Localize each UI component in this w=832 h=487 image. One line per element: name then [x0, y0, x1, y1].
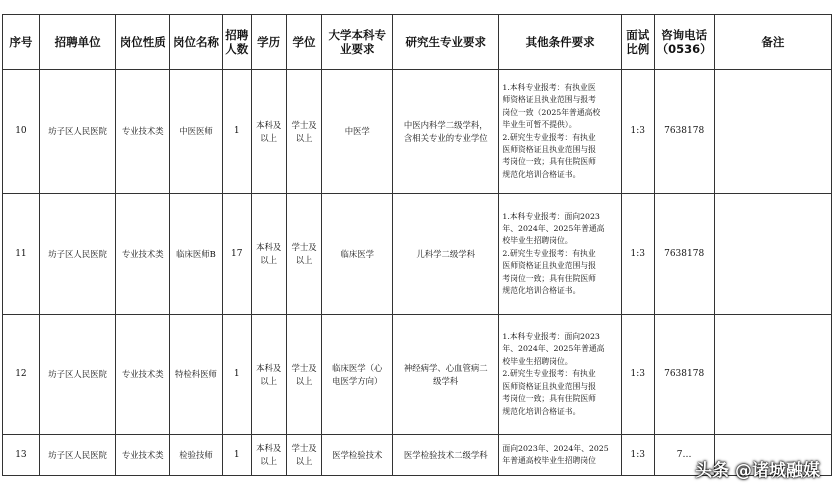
cell-ratio: 1:3 — [621, 70, 654, 194]
cell-line: 规范化培训合格证书。 — [502, 286, 581, 296]
cell-line: 1.本科专业报考：面向2023 — [502, 211, 600, 221]
cell-note — [714, 315, 831, 435]
cell-note — [714, 70, 831, 194]
cell-degree — [286, 435, 322, 476]
cell-undergrad — [322, 70, 393, 194]
cell-line: 考岗位一致；具有住院医师 — [502, 273, 596, 283]
watermark: 头条 @诸城融媒 — [695, 461, 820, 481]
cell-phone: 7… — [654, 435, 714, 476]
cell-count: 1 — [222, 315, 251, 435]
cell-post-type: 专业技术类 — [116, 70, 170, 194]
cell-line: 考岗位一致；具有住院医师 — [502, 157, 596, 167]
col-header-phone — [654, 15, 714, 70]
col-header-seq: 序号 — [3, 15, 40, 70]
cell-count: 17 — [222, 194, 251, 315]
cell-line: 以上 — [295, 456, 313, 466]
cell-line: 本科及 — [256, 242, 282, 252]
cell-line: 临床医学 — [340, 248, 374, 259]
cell-ratio: 1:3 — [621, 194, 654, 315]
cell-post-name: 中医医师 — [170, 70, 223, 194]
cell-phone: 7638178 — [654, 194, 714, 315]
header-line: 业要求 — [340, 42, 375, 56]
cell-line: 规范化培训合格证书。 — [502, 406, 581, 416]
table-row — [3, 194, 832, 315]
cell-post-name: 特检科医师 — [170, 315, 223, 435]
cell-line: 1.本科专业报考：有执业医 — [502, 82, 596, 92]
cell-education — [251, 70, 286, 194]
cell-undergrad — [322, 435, 393, 476]
cell-other — [499, 194, 621, 315]
col-header-other: 其他条件要求 — [499, 15, 621, 70]
cell-line: 岗位一致（2025年普通高校 — [502, 107, 601, 117]
cell-ratio: 1:3 — [621, 435, 654, 476]
top-margin — [0, 0, 832, 14]
cell-line: 本科及 — [256, 362, 282, 373]
cell-line: 以上 — [295, 132, 313, 143]
cell-line: 以上 — [260, 456, 278, 466]
header-line: （0536） — [656, 42, 712, 56]
header-line: 面试 — [626, 28, 650, 42]
cell-line: 考岗位一致；具有住院医师 — [502, 394, 596, 404]
cell-count: 1 — [222, 70, 251, 194]
cell-ratio: 1:3 — [621, 315, 654, 435]
cell-line: 面向2023年、2024年、2025 — [502, 443, 609, 453]
cell-grad — [393, 194, 499, 315]
cell-line: 本科及 — [256, 119, 282, 130]
header-line: 咨询电话 — [661, 28, 708, 42]
header-line: 人数 — [225, 42, 249, 56]
recruitment-table — [2, 14, 832, 476]
cell-line: 规范化培训合格证书。 — [502, 169, 581, 179]
cell-line: 学士及 — [291, 242, 317, 252]
header-line: 招聘 — [225, 28, 249, 42]
cell-line: 医学检验技术 — [332, 449, 383, 460]
cell-grad — [393, 70, 499, 194]
cell-degree — [286, 194, 322, 315]
table-row — [3, 70, 832, 194]
cell-line: 学士及 — [291, 119, 317, 130]
col-header-note: 备注 — [714, 15, 831, 70]
cell-post-type: 专业技术类 — [116, 435, 170, 476]
cell-line: 医师资格证且执业范围与报 — [502, 261, 596, 271]
cell-grad — [393, 315, 499, 435]
cell-education — [251, 194, 286, 315]
cell-undergrad — [322, 194, 393, 315]
cell-note — [714, 194, 831, 315]
cell-seq: 10 — [3, 70, 40, 194]
cell-line: 学士及 — [291, 362, 317, 373]
col-header-unit: 招聘单位 — [39, 15, 116, 70]
cell-degree — [286, 70, 322, 194]
cell-line: 师资格证且执业范围与报考 — [502, 95, 596, 105]
col-header-undergrad — [322, 15, 393, 70]
col-header-degree: 学位 — [286, 15, 322, 70]
cell-other — [499, 315, 621, 435]
cell-line: 2.研究生专业报考：有执业 — [502, 132, 596, 142]
cell-line: 毕业生可暂不提供）。 — [502, 120, 577, 130]
cell-line: 临床医学（心 — [332, 362, 383, 373]
col-header-grad: 研究生专业要求 — [393, 15, 499, 70]
cell-unit: 坊子区人民医院 — [39, 315, 116, 435]
cell-line: 以上 — [260, 255, 278, 265]
cell-phone: 7638178 — [654, 315, 714, 435]
cell-seq: 11 — [3, 194, 40, 315]
cell-post-name: 检验技师 — [170, 435, 223, 476]
cell-other — [499, 435, 621, 476]
cell-seq: 12 — [3, 315, 40, 435]
cell-post-type: 专业技术类 — [116, 194, 170, 315]
cell-undergrad — [322, 315, 393, 435]
table-row — [3, 315, 832, 435]
cell-line: 校毕业生招聘岗位。 — [502, 356, 573, 366]
cell-line: 2.研究生专业报考：有执业 — [502, 369, 596, 379]
cell-unit: 坊子区人民医院 — [39, 194, 116, 315]
cell-grad — [393, 435, 499, 476]
col-header-post-name: 岗位名称 — [170, 15, 223, 70]
cell-line: 年普通高校毕业生招聘岗位 — [502, 456, 596, 465]
header-line: 大学本科专 — [328, 28, 386, 42]
cell-line: 以上 — [260, 132, 278, 143]
cell-other — [499, 70, 621, 194]
cell-unit: 坊子区人民医院 — [39, 70, 116, 194]
header-line: 比例 — [626, 42, 650, 56]
col-header-count — [222, 15, 251, 70]
cell-line: 医师资格证且执业范围与报 — [502, 144, 596, 154]
cell-count: 1 — [222, 435, 251, 476]
cell-unit: 坊子区人民医院 — [39, 435, 116, 476]
cell-degree — [286, 315, 322, 435]
col-header-ratio — [621, 15, 654, 70]
cell-line: 年、2024年、2025年普通高 — [502, 223, 605, 233]
cell-line: 以上 — [295, 255, 313, 265]
cell-line: 级学科 — [433, 375, 459, 386]
cell-education — [251, 315, 286, 435]
cell-line: 医师资格证且执业范围与报 — [502, 381, 596, 391]
cell-line: 以上 — [260, 375, 278, 386]
cell-line: 含相关专业的专业学位 — [403, 132, 488, 143]
cell-line: 2.研究生专业报考：有执业 — [502, 248, 596, 258]
cell-phone: 7638178 — [654, 70, 714, 194]
col-header-post-type: 岗位性质 — [116, 15, 170, 70]
cell-line: 电医学方向） — [332, 375, 383, 386]
cell-line: 中医内科学二级学科， — [403, 119, 488, 130]
cell-line: 年、2024年、2025年普通高 — [502, 344, 605, 354]
cell-line: 神经病学、心血管病二 — [403, 362, 488, 373]
cell-line: 校毕业生招聘岗位。 — [502, 236, 573, 246]
table-body — [3, 70, 832, 476]
cell-post-name: 临床医师B — [170, 194, 223, 315]
cell-line: 儿科学二级学科 — [416, 248, 476, 259]
cell-line: 医学检验技术二级学科 — [403, 449, 488, 460]
header-row — [3, 15, 832, 70]
cell-line: 学士及 — [291, 443, 317, 453]
cell-line: 1.本科专业报考：面向2023 — [502, 332, 600, 342]
cell-line: 本科及 — [256, 443, 282, 453]
cell-seq: 13 — [3, 435, 40, 476]
col-header-education: 学历 — [251, 15, 286, 70]
cell-line: 以上 — [295, 375, 313, 386]
cell-post-type: 专业技术类 — [116, 315, 170, 435]
cell-line: 中医学 — [344, 126, 370, 136]
cell-education — [251, 435, 286, 476]
